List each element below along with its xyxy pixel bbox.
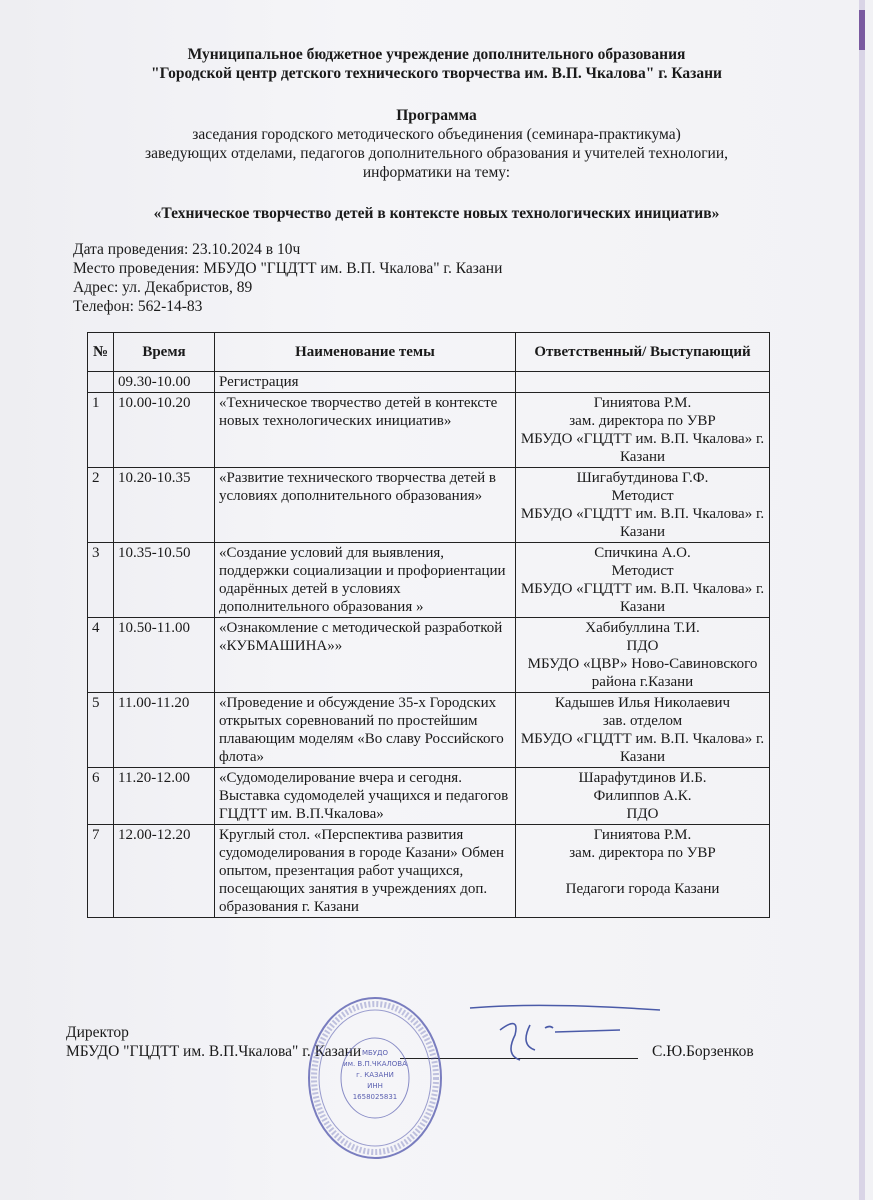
event-place: Место проведения: МБУДО "ГЦДТТ им. В.П. Чкалова" г. Казани (73, 260, 503, 277)
table-header-row (88, 333, 770, 372)
row-topic: «Создание условий для выявления, поддержки социализации и профориентации одарённых детей в условиях дополнительного образования » (215, 543, 516, 618)
responsible-line (520, 862, 765, 880)
row-time: 09.30-10.00 (114, 372, 215, 393)
table-row (88, 543, 770, 618)
row-time: 10.20-10.35 (114, 468, 215, 543)
table-row (88, 618, 770, 693)
row-time: 12.00-12.20 (114, 825, 215, 918)
signer-name: С.Ю.Борзенков (652, 1043, 754, 1060)
row-topic: «Ознакомление с методической разработкой «КУБМАШИНА»» (215, 618, 516, 693)
row-responsible (516, 618, 770, 693)
event-date: Дата проведения: 23.10.2024 в 10ч (73, 241, 301, 258)
row-num: 3 (88, 543, 114, 618)
responsible-line: зав. отделом (602, 713, 683, 729)
responsible-line: Спичкина А.О. (594, 545, 691, 561)
row-num: 1 (88, 393, 114, 468)
responsible-line: МБУДО «ЦВР» Ново-Савиновского района г.Казани (527, 656, 758, 690)
row-responsible (516, 393, 770, 468)
responsible-line: зам. директора по УВР (569, 845, 716, 861)
event-phone: Телефон: 562-14-83 (73, 298, 203, 315)
signature (460, 1000, 670, 1070)
org-line-2: "Городской центр детского технического творчества им. В.П. Чкалова" г. Казани (151, 65, 722, 82)
row-num: 2 (88, 468, 114, 543)
row-responsible (516, 372, 770, 393)
row-num: 7 (88, 825, 114, 918)
stamp-text: 1658025831 (352, 1093, 398, 1101)
row-time: 11.20-12.00 (114, 768, 215, 825)
header-responsible: Ответственный/ Выступающий (516, 333, 770, 372)
row-time: 10.35-10.50 (114, 543, 215, 618)
responsible-line: МБУДО «ГЦДТТ им. В.П. Чкалова» г. Казани (520, 431, 765, 465)
director-org: МБУДО "ГЦДТТ им. В.П.Чкалова" г. Казани (66, 1043, 362, 1060)
table-row (88, 393, 770, 468)
row-responsible (516, 693, 770, 768)
theme: «Техническое творчество детей в контексте новых технологических инициатив» (153, 205, 720, 222)
table-row (88, 768, 770, 825)
responsible-line: Хабибуллина Т.И. (585, 620, 700, 636)
responsible-line: ПДО (626, 806, 659, 822)
table-row (88, 693, 770, 768)
director-position: Директор (66, 1024, 129, 1041)
responsible-line: Методист (611, 488, 674, 504)
responsible-line: Кадышев Илья Николаевич (554, 695, 731, 711)
subtitle-line-2: заведующих отделами, педагогов дополнительного образования и учителей технологии, (144, 145, 729, 162)
stamp-text: МБУДО (361, 1049, 389, 1057)
responsible-line: Методист (611, 563, 674, 579)
row-responsible (516, 825, 770, 918)
stamp-text: г. КАЗАНИ (356, 1071, 394, 1079)
row-num: 5 (88, 693, 114, 768)
row-time: 11.00-11.20 (114, 693, 215, 768)
subtitle-line-1: заседания городского методического объединения (семинара-практикума) (192, 126, 681, 143)
scan-edge-mark (859, 10, 865, 50)
responsible-line: МБУДО «ГЦДТТ им. В.П. Чкалова» г. Казани (520, 731, 765, 765)
org-line-1: Муниципальное бюджетное учреждение дополнительного образования (187, 46, 686, 63)
row-topic: «Проведение и обсуждение 35-х Городских открытых соревнований по простейшим плавающим моделям «Во славу Российского флота» (215, 693, 516, 768)
event-address: Адрес: ул. Декабристов, 89 (73, 279, 253, 296)
header-topic: Наименование темы (215, 333, 516, 372)
table-row (88, 825, 770, 918)
row-responsible (516, 768, 770, 825)
row-time: 10.50-11.00 (114, 618, 215, 693)
responsible-line: Филиппов А.К. (593, 788, 692, 804)
row-num (88, 372, 114, 393)
row-topic: «Техническое творчество детей в контексте новых технологических инициатив» (215, 393, 516, 468)
row-time: 10.00-10.20 (114, 393, 215, 468)
responsible-line: МБУДО «ГЦДТТ им. В.П. Чкалова» г. Казани (520, 506, 765, 540)
responsible-line: Шарафутдинов И.Б. (578, 770, 707, 786)
official-stamp (305, 993, 445, 1163)
row-topic: «Развитие технического творчества детей в условиях дополнительного образования» (215, 468, 516, 543)
row-responsible (516, 543, 770, 618)
subtitle-line-3: информатики на тему: (362, 164, 511, 181)
program-table (87, 332, 770, 918)
event-info (73, 240, 502, 316)
stamp-text: ИНН (367, 1082, 383, 1090)
responsible-line: Гиниятова Р.М. (593, 827, 692, 843)
responsible-line: Гиниятова Р.М. (593, 395, 692, 411)
row-topic: Регистрация (215, 372, 516, 393)
responsible-line: ПДО (626, 638, 659, 654)
row-topic: Круглый стол. «Перспектива развития судомоделирования в городе Казани» Обмен опытом, презентация работ учащихся, посещающих занятия в учреждениях доп. образования г. Казани (215, 825, 516, 918)
stamp-text: им. В.П.ЧКАЛОВА (343, 1060, 407, 1068)
responsible-line: Шигабутдинова Г.Ф. (576, 470, 709, 486)
row-topic: «Судомоделирование вчера и сегодня. Выставка судомоделей учащихся и педагогов ГЦДТТ им. В.П.Чкалова» (215, 768, 516, 825)
row-num: 4 (88, 618, 114, 693)
responsible-line: МБУДО «ГЦДТТ им. В.П. Чкалова» г. Казани (520, 581, 765, 615)
row-num: 6 (88, 768, 114, 825)
header-time: Время (114, 333, 215, 372)
responsible-line: Педагоги города Казани (565, 881, 720, 897)
row-responsible (516, 468, 770, 543)
responsible-line: зам. директора по УВР (569, 413, 716, 429)
table-row (88, 468, 770, 543)
doc-title: Программа (396, 107, 477, 124)
header-num: № (88, 333, 114, 372)
table-row (88, 372, 770, 393)
